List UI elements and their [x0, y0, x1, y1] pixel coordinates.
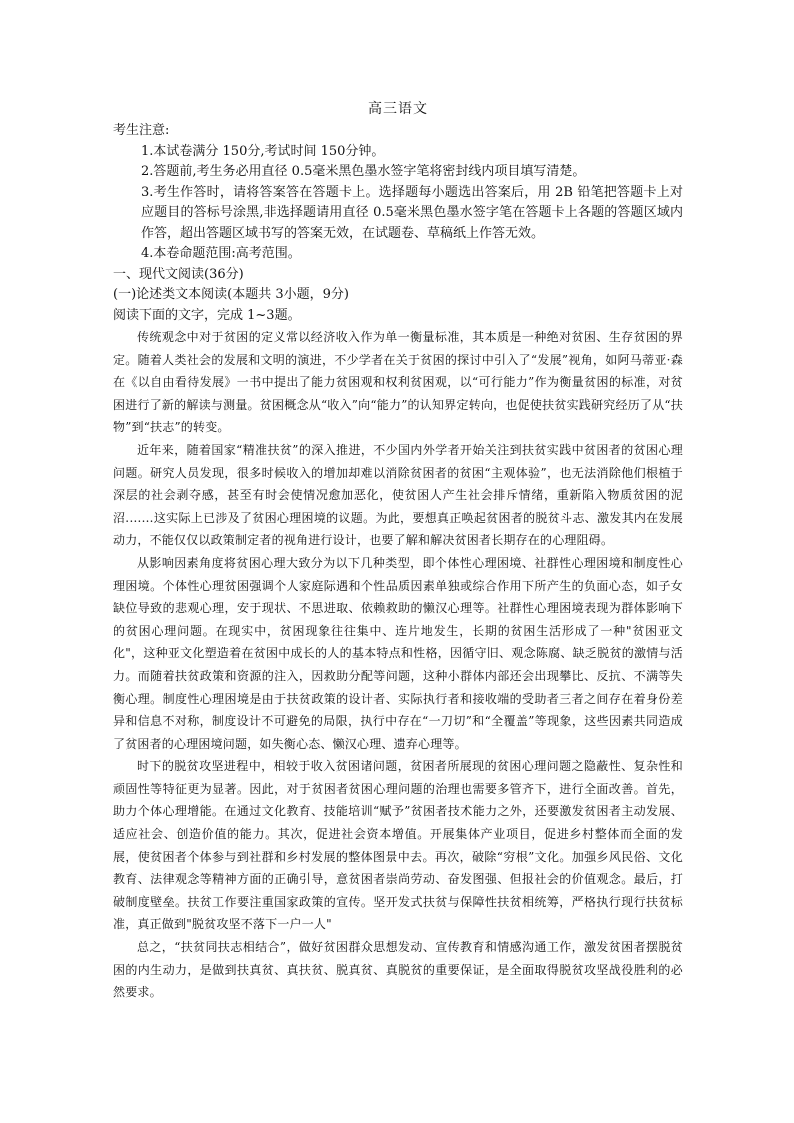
passage-paragraph: 从影响因素角度将贫困心理大致分为以下几种类型，即个体性心理困境、社群性心理困境和制度性心理困境。个体性心理贫困强调个人家庭际遇和个性品质因素单独或综合作用下所产生的负面心态，如子女缺位导致的悲观心理，安于现状、不思进取、依赖救助的懒汉心理等。社群性心理困境表现为群体影响下的贫困心理问题。在现实中，贫困现象往往集中、连片地发生，长期的贫困生活形成了一种"贫困亚文化"，这种亚文化塑造着在贫困中成长的人的基本特点和性格，因循守旧、观念陈腐、缺乏脱贫的激情与活力。而随着扶贫政策和资源的注入，因救助分配等问题，这种小群体内部还会出现攀比、反抗、不满等失衡心理。制度性心理困境是由于扶贫政策的设计者、实际执行者和接收端的受助者三者之间存在着身份差异和信息不对称，制度设计不可避免的局限，执行中存在“一刀切”和“全覆盖”等现象，这些因素共同造成了贫困者的心理困境问题，如失衡心态、懒汉心理、遗弃心理等。 [113, 555, 683, 751]
reading-passage [113, 326, 683, 1004]
notice-heading: 考生注意: [113, 123, 170, 138]
section-subheading: (一)论述类文本阅读(本题共 3小题，9分) [113, 287, 349, 302]
notice-item: 1.本试卷满分 150分,考试时间 150分钟。 [141, 143, 385, 159]
notice-list [113, 142, 683, 265]
passage-paragraph: 总之，“扶贫同扶志相结合”，做好贫困群众思想发动、宣传教育和情感沟通工作，激发贫困者摆脱贫困的内生动力，是做到扶真贫、真扶贫、脱真贫、真脱贫的重要保证，是全面取得脱贫攻坚战役胜利的必然要求。 [113, 940, 683, 1000]
notice-item: 3.考生作答时，请将答案答在答题卡上。选择题每小题选出答案后，用 2B 铅笔把答题卡上对应题目的答标号涂黑,非选择题请用直径 0.5毫米黑色墨水签字笔在答题卡上各题的答题区域内作答，超出答题区域书写的答案无效，在试题卷、草稿纸上作答无效。 [141, 184, 683, 241]
passage-paragraph: 近年来，随着国家“精准扶贫”的深入推进，不少国内外学者开始关注到扶贫实践中贫困者的贫困心理问题。研究人员发现，很多时候收入的增加却难以消除贫困者的贫困“主观体验”，也无法消除他们根植于深层的社会剥夺感，甚至有时会使情况愈加恶化，使贫困人产生社会排斥情绪，重新陷入物质贫困的泥沼.……这实际上已涉及了贫困心理困境的议题。为此，要想真正唤起贫困者的脱贫斗志、激发其内在发展动力，不能仅仅以政策制定者的视角进行设计，也要了解和解决贫困者长期存在的心理阻碍。 [113, 442, 683, 548]
exam-page [113, 97, 683, 1004]
reading-instruction: 阅读下面的文字，完成 1~3题。 [113, 307, 301, 323]
notice-item: 2.答题前,考生务必用直径 0.5毫米黑色墨水签字笔将密封线内项目填写清楚。 [141, 164, 586, 179]
exam-title: 高三语文 [368, 101, 428, 117]
passage-paragraph: 传统观念中对于贫困的定义常以经济收入作为单一衡量标准，其本质是一种绝对贫困、生存贫困的界定。随着人类社会的发展和文明的演进，不少学者在关于贫困的探讨中引入了“发展”视角，如阿马蒂亚·森在《以自由看待发展》一书中提出了能力贫困观和权利贫困观，以“可行能力”作为衡量贫困的标准，对贫困进行了新的解读与测量。贫困概念从“收入”向“能力”的认知界定转向，也促使扶贫实践研究经历了从“扶物”到“扶志”的转变。 [113, 330, 683, 435]
notice-item: 4.本卷命题范围:高考范围。 [141, 246, 301, 261]
passage-paragraph: 时下的脱贫攻坚进程中，相较于收入贫困诸问题，贫困者所展现的贫困心理问题之隐蔽性、复杂性和顽固性等特征更为显著。因此，对于贫困者贫困心理问题的治理也需要多管齐下，进行全面改善。首先，助力个体心理增能。在通过文化教育、技能培训“赋予”贫困者技术能力之外，还要激发贫困者主动发展、适应社会、创造价值的能力。其次，促进社会资本增值。开展集体产业项目，促进乡村整体而全面的发展，使贫困者个体参与到社群和乡村发展的整体图景中去。再次，破除“穷根”文化。加强乡风民俗、文化教育、法律观念等精神方面的正确引导，意贫困者崇尚劳动、奋发图强、但报社会的价值观念。最后，打破制度壁垒。扶贫工作要注重国家政策的宣传。坚开发式扶贫与保障性扶贫相统筹，严格执行现行扶贫标准，真正做到"脱贫攻坚不落下一户一人" [113, 759, 683, 932]
section-heading: 一、现代文阅读(36分) [113, 266, 244, 282]
